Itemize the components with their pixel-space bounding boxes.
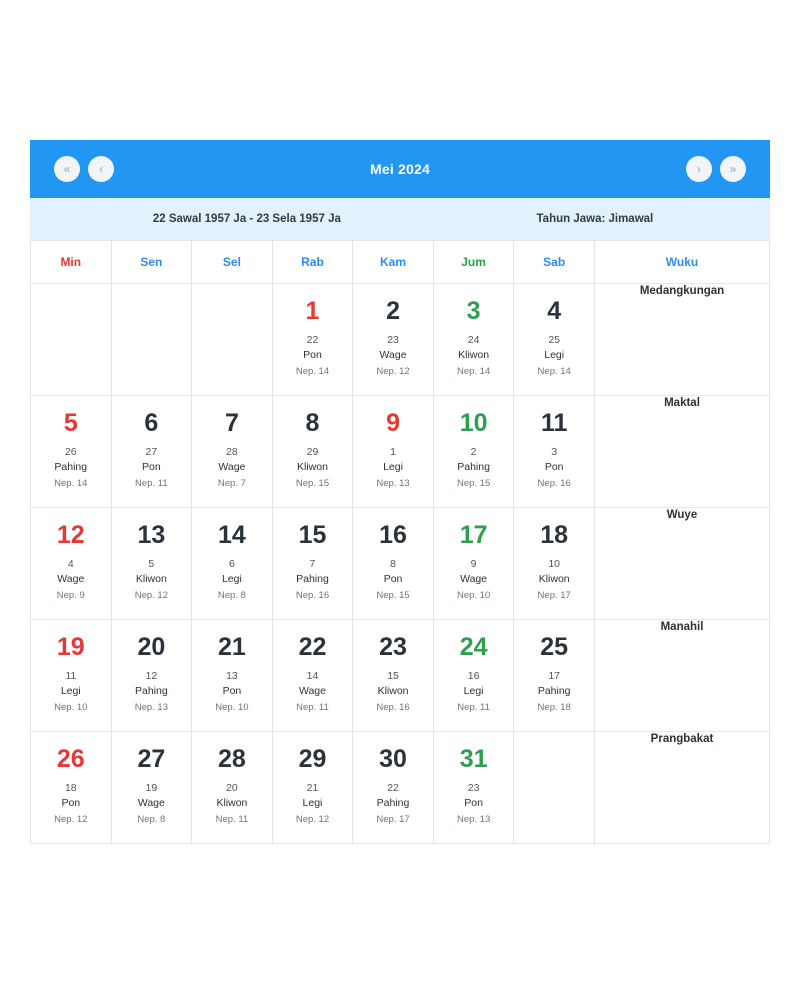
day-number: 7 (224, 409, 239, 437)
pasaran-label: Wage (460, 573, 488, 586)
javanese-calendar (30, 140, 770, 844)
javanese-day-number: 28 (226, 445, 238, 458)
neptu-label: Nep. 12 (54, 814, 88, 825)
javanese-day-number: 19 (145, 781, 158, 794)
javanese-day-number: 12 (145, 669, 158, 682)
javanese-day-number: 23 (387, 333, 399, 346)
javanese-day-number: 24 (467, 333, 480, 346)
day-cell[interactable] (272, 284, 353, 396)
javanese-day-number: 18 (64, 781, 77, 794)
column-header-sab: Sab (514, 241, 595, 284)
day-number: 24 (459, 633, 488, 661)
neptu-label: Nep. 7 (217, 478, 246, 489)
day-number: 31 (459, 745, 488, 773)
calendar-week-row (31, 396, 770, 508)
neptu-label: Nep. 16 (295, 590, 330, 601)
javanese-day-number: 4 (67, 557, 74, 570)
javanese-day-number: 3 (551, 445, 558, 458)
day-cell[interactable] (31, 732, 112, 844)
neptu-label: Nep. 12 (295, 814, 330, 825)
pasaran-label: Legi (221, 573, 242, 586)
day-cell[interactable] (433, 284, 514, 396)
neptu-label: Nep. 16 (376, 702, 410, 713)
neptu-label: Nep. 17 (537, 590, 571, 601)
neptu-label: Nep. 10 (54, 702, 88, 713)
neptu-label: Nep. 17 (376, 814, 410, 825)
column-header-kam: Kam (353, 241, 434, 284)
day-number: 4 (547, 297, 562, 325)
javanese-date-range: 22 Sawal 1957 Ja - 23 Sela 1957 Ja (152, 213, 341, 225)
wuku-cell: Manahil (595, 620, 770, 732)
neptu-label: Nep. 11 (215, 814, 249, 825)
day-cell[interactable] (192, 620, 273, 732)
neptu-label: Nep. 10 (215, 702, 249, 713)
day-number: 10 (459, 409, 488, 437)
neptu-label: Nep. 8 (217, 590, 246, 601)
pasaran-label: Kliwon (135, 573, 167, 586)
empty-day-cell (111, 284, 192, 396)
next-year-button[interactable]: » (720, 156, 746, 182)
day-cell[interactable] (192, 508, 273, 620)
wuku-cell: Wuye (595, 508, 770, 620)
day-number: 26 (56, 745, 85, 773)
pasaran-label: Pahing (457, 461, 490, 474)
pasaran-label: Wage (379, 349, 407, 362)
neptu-label: Nep. 9 (56, 590, 85, 601)
neptu-label: Nep. 13 (376, 478, 410, 489)
day-number: 27 (137, 745, 166, 773)
pasaran-label: Kliwon (538, 573, 570, 586)
day-number: 19 (56, 633, 85, 661)
pasaran-label: Pon (142, 461, 161, 474)
wuku-cell: Prangbakat (595, 732, 770, 844)
javanese-day-number: 17 (548, 669, 561, 682)
day-cell[interactable] (111, 732, 192, 844)
wuku-cell: Medangkungan (595, 284, 770, 396)
day-number: 11 (540, 409, 568, 437)
javanese-day-number: 29 (306, 445, 319, 458)
day-cell[interactable] (514, 396, 595, 508)
neptu-label: Nep. 14 (456, 366, 491, 377)
calendar-subheader (30, 198, 770, 240)
calendar-week-row (31, 732, 770, 844)
wuku-cell: Maktal (595, 396, 770, 508)
day-number: 18 (540, 521, 569, 549)
neptu-label: Nep. 14 (54, 478, 88, 489)
javanese-day-number: 9 (470, 557, 477, 570)
javanese-day-number: 26 (64, 445, 77, 458)
javanese-day-number: 22 (306, 333, 319, 346)
javanese-year-label: Tahun Jawa: Jimawal (536, 213, 654, 225)
javanese-day-number: 16 (467, 669, 480, 682)
day-number: 9 (386, 409, 400, 437)
calendar-body (31, 284, 770, 844)
day-cell[interactable] (353, 508, 434, 620)
neptu-label: Nep. 8 (137, 814, 166, 825)
pasaran-label: Kliwon (297, 461, 328, 474)
weekday-header-row (31, 241, 770, 284)
javanese-day-number: 27 (145, 445, 158, 458)
day-cell[interactable] (192, 396, 273, 508)
neptu-label: Nep. 13 (134, 702, 168, 713)
javanese-day-number: 8 (390, 557, 396, 570)
prev-month-button[interactable]: ‹ (88, 156, 114, 182)
pasaran-label: Legi (463, 685, 484, 698)
neptu-label: Nep. 18 (537, 702, 571, 713)
day-number: 6 (144, 409, 159, 437)
javanese-day-number: 15 (387, 669, 399, 682)
neptu-label: Nep. 11 (296, 702, 329, 713)
day-cell[interactable] (192, 732, 273, 844)
day-cell[interactable] (31, 508, 112, 620)
pasaran-label: Legi (302, 797, 323, 810)
calendar-header (30, 140, 770, 198)
day-cell[interactable] (433, 508, 514, 620)
neptu-label: Nep. 13 (456, 814, 491, 825)
calendar-header-inner (54, 156, 746, 182)
day-number: 22 (298, 633, 327, 661)
calendar-week-row (31, 508, 770, 620)
day-cell[interactable] (272, 732, 353, 844)
pasaran-label: Wage (298, 685, 326, 698)
day-cell[interactable] (272, 396, 353, 508)
calendar-grid (30, 240, 770, 844)
prev-nav-group (54, 156, 114, 182)
neptu-label: Nep. 15 (376, 590, 410, 601)
empty-day-cell (514, 732, 595, 844)
pasaran-label: Legi (60, 685, 81, 698)
day-number: 30 (379, 745, 407, 773)
day-cell[interactable] (353, 396, 434, 508)
day-number: 17 (459, 521, 488, 549)
empty-day-cell (192, 284, 273, 396)
pasaran-label: Legi (544, 349, 565, 362)
day-cell[interactable] (272, 508, 353, 620)
day-cell[interactable] (111, 508, 192, 620)
pasaran-label: Kliwon (458, 349, 490, 362)
pasaran-label: Pon (544, 461, 564, 474)
neptu-label: Nep. 11 (135, 478, 168, 489)
day-number: 14 (218, 521, 246, 549)
neptu-label: Nep. 12 (376, 366, 410, 377)
day-cell[interactable] (353, 620, 434, 732)
pasaran-label: Pon (303, 349, 322, 362)
neptu-label: Nep. 14 (537, 366, 571, 377)
day-cell[interactable] (514, 284, 595, 396)
column-header-sen: Sen (111, 241, 192, 284)
day-cell[interactable] (111, 396, 192, 508)
neptu-label: Nep. 14 (295, 366, 330, 377)
day-number: 21 (218, 633, 246, 661)
day-cell[interactable] (514, 508, 595, 620)
day-number: 1 (305, 297, 320, 325)
day-number: 28 (218, 745, 246, 773)
prev-year-button[interactable]: « (54, 156, 80, 182)
day-cell[interactable] (353, 732, 434, 844)
pasaran-label: Pahing (537, 685, 571, 698)
day-cell[interactable] (433, 732, 514, 844)
calendar-head (31, 241, 770, 284)
column-header-jum: Jum (433, 241, 514, 284)
javanese-day-number: 11 (65, 669, 77, 682)
javanese-day-number: 21 (306, 781, 319, 794)
column-header-min: Min (31, 241, 112, 284)
pasaran-label: Wage (57, 573, 85, 586)
day-number: 13 (137, 521, 166, 549)
pasaran-label: Pahing (376, 797, 410, 810)
neptu-label: Nep. 10 (456, 590, 491, 601)
javanese-day-number: 23 (467, 781, 480, 794)
pasaran-label: Pahing (54, 461, 88, 474)
pasaran-label: Pahing (296, 573, 329, 586)
neptu-label: Nep. 11 (457, 702, 490, 713)
pasaran-label: Legi (383, 461, 403, 474)
day-number: 25 (540, 633, 569, 661)
column-header-wuku: Wuku (595, 241, 770, 284)
day-number: 12 (56, 521, 85, 549)
pasaran-label: Pon (383, 573, 403, 586)
day-cell[interactable] (272, 620, 353, 732)
pasaran-label: Pon (61, 797, 81, 810)
day-number: 3 (466, 297, 481, 325)
day-number: 5 (63, 409, 78, 437)
javanese-day-number: 14 (306, 669, 319, 682)
pasaran-label: Pahing (134, 685, 168, 698)
javanese-day-number: 6 (228, 557, 235, 570)
pasaran-label: Wage (218, 461, 246, 474)
day-cell[interactable] (31, 620, 112, 732)
neptu-label: Nep. 15 (295, 478, 330, 489)
pasaran-label: Kliwon (377, 685, 409, 698)
day-number: 8 (305, 409, 320, 437)
empty-day-cell (31, 284, 112, 396)
day-cell[interactable] (353, 284, 434, 396)
calendar-week-row (31, 620, 770, 732)
javanese-day-number: 20 (226, 781, 238, 794)
day-number: 29 (298, 745, 327, 773)
javanese-day-number: 1 (390, 445, 396, 458)
day-cell[interactable] (31, 396, 112, 508)
day-cell[interactable] (433, 396, 514, 508)
day-number: 15 (298, 521, 327, 549)
javanese-day-number: 2 (470, 445, 477, 458)
pasaran-label: Pon (222, 685, 242, 698)
neptu-label: Nep. 15 (456, 478, 491, 489)
neptu-label: Nep. 16 (537, 478, 571, 489)
pasaran-label: Pon (464, 797, 483, 810)
neptu-label: Nep. 12 (134, 590, 168, 601)
page-title: Mei 2024 (370, 161, 430, 177)
javanese-day-number: 5 (148, 557, 155, 570)
javanese-day-number: 7 (309, 557, 316, 570)
day-number: 23 (379, 633, 407, 661)
calendar-week-row (31, 284, 770, 396)
day-cell[interactable] (433, 620, 514, 732)
javanese-day-number: 10 (548, 557, 561, 570)
pasaran-label: Kliwon (216, 797, 248, 810)
day-number: 16 (379, 521, 407, 549)
column-header-rab: Rab (272, 241, 353, 284)
day-number: 20 (137, 633, 166, 661)
day-number: 2 (386, 297, 400, 325)
pasaran-label: Wage (137, 797, 165, 810)
javanese-day-number: 13 (226, 669, 238, 682)
next-month-button[interactable]: › (686, 156, 712, 182)
day-cell[interactable] (111, 620, 192, 732)
next-nav-group (686, 156, 746, 182)
column-header-sel: Sel (192, 241, 273, 284)
day-cell[interactable] (514, 620, 595, 732)
javanese-day-number: 22 (387, 781, 399, 794)
javanese-day-number: 25 (548, 333, 561, 346)
